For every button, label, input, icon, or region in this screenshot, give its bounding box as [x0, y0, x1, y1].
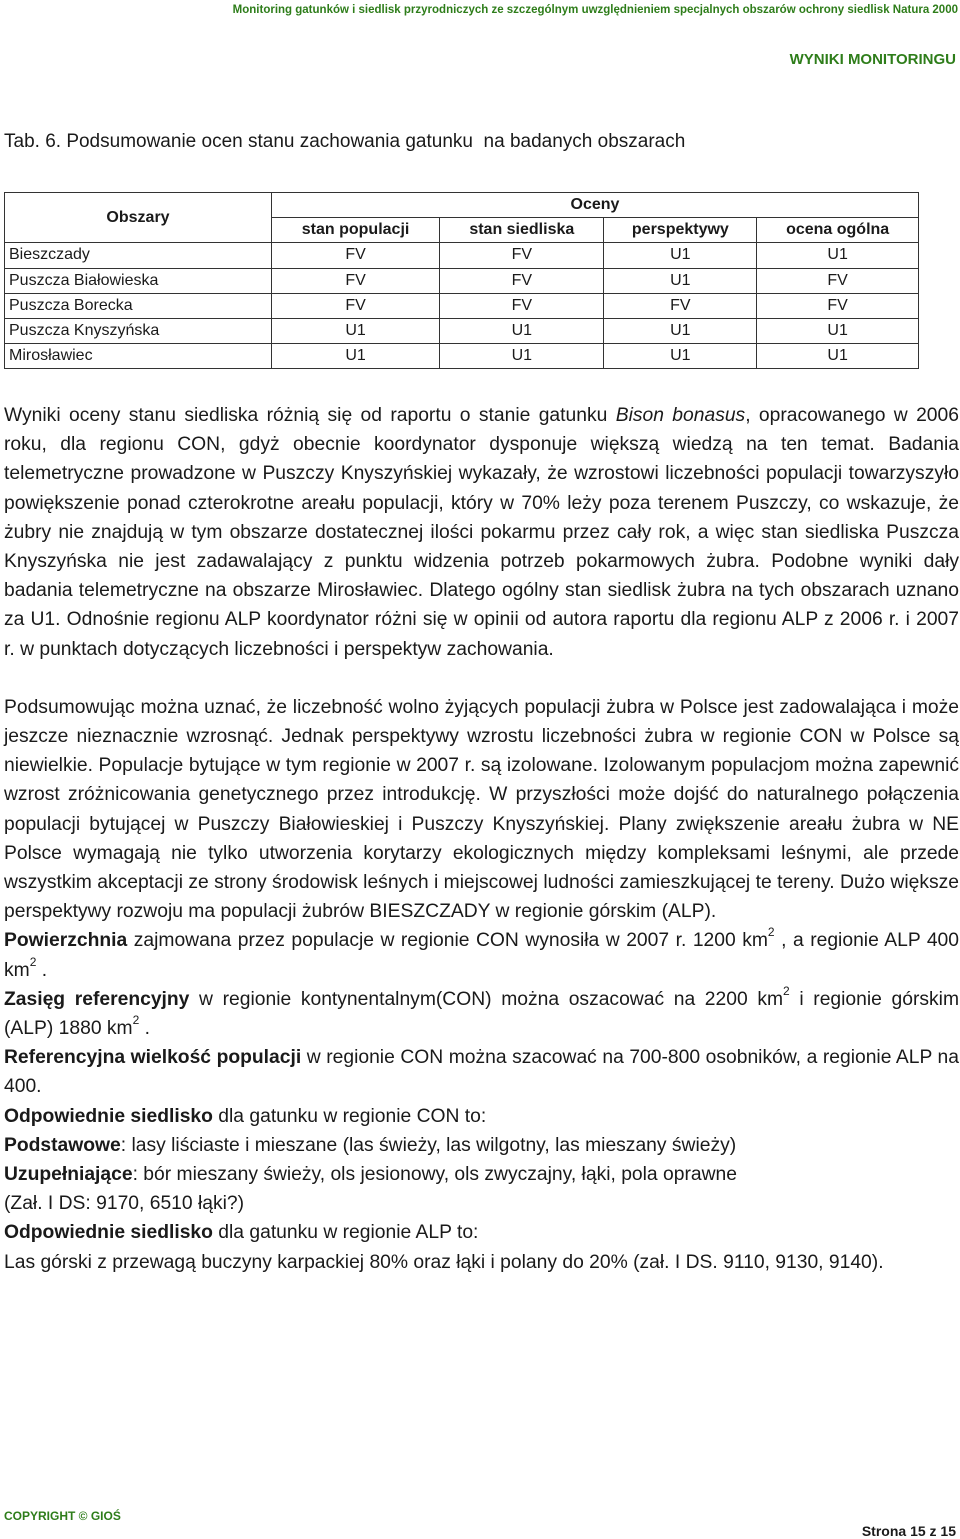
habitat-alp-label: Odpowiednie siedlisko: [4, 1222, 213, 1244]
table-row: [5, 293, 919, 318]
subcol-habitat: stan siedliska: [440, 218, 604, 243]
page-number: Strona 15 z 15: [861, 1523, 956, 1539]
area-label: Powierzchnia: [4, 930, 128, 952]
population-size-label: Referencyjna wielkość populacji: [4, 1047, 302, 1069]
range-paragraph: Zasięg referencyjny w regionie kontynentalnym(CON) można oszacować na 2200 $km^2$ i regionie górskim (ALP) 1880 $km^2$ .: [4, 983, 959, 1040]
rating-cell: U1: [440, 344, 604, 369]
rating-cell: U1: [440, 318, 604, 343]
area-cell: Puszcza Borecka: [5, 293, 272, 318]
rating-cell: U1: [604, 243, 757, 268]
footer-copyright: COPYRIGHT © GIOŚ: [4, 1509, 121, 1523]
species-name: Bison bonasus: [615, 405, 746, 426]
rating-cell: FV: [440, 243, 604, 268]
rating-cell: U1: [604, 268, 757, 293]
rating-cell: U1: [757, 243, 919, 268]
rating-cell: FV: [757, 293, 919, 318]
table-row: [5, 344, 919, 369]
rating-cell: FV: [440, 268, 604, 293]
supplementary-habitat-line: Uzupełniające: bór mieszany świeży, ols jesionowy, ols zwyczajny, łąki, pola oprawne: [4, 1164, 737, 1186]
col-areas-header: Obszary: [5, 193, 272, 243]
table-row: [5, 243, 919, 268]
rating-cell: FV: [440, 293, 604, 318]
alp-habitat-text: Las górski z przewagą buczyny karpackiej 80% oraz łąki i polany do 20% (zał. I DS. 9110, 9130, 9140).: [4, 1251, 884, 1273]
rating-cell: U1: [272, 344, 440, 369]
habitat-alp-heading: Odpowiednie siedlisko dla gatunku w regionie ALP to:: [4, 1222, 479, 1244]
population-size-paragraph: Referencyjna wielkość populacji w regionie CON można szacować na 700-800 osobników, a regionie ALP na 400.: [4, 1047, 959, 1098]
supplementary-label: Uzupełniające: [4, 1164, 133, 1186]
subcol-overall: ocena ogólna: [757, 218, 919, 243]
annex-con-line: (Zał. I DS: 9170, 6510 łąki?): [4, 1193, 245, 1215]
area-cell: Puszcza Białowieska: [5, 268, 272, 293]
assessment-paragraph: Wyniki oceny stanu siedliska różnią się od raportu o stanie gatunku Bison bonasus, opracowanego w 2006 roku, dla regionu CON, gdyż obecnie koordynator dysponuje większą wiedzą na ten temat. Badania telemetryczne prowadzone w Puszczy Knyszyńskiej wykazały, że wzrostowi liczebności populacji towarzyszyło powiększenie ponad czterokrotne areału populacji, który w 70% leży poza terenem Puszczy, co wskazuje, że żubry nie znajdują w tym obszarze dostatecznej ilości pokarmu przez cały rok, a więc stan siedliska Puszcza Knyszyńska nie jest zadawalający z punktu widzenia potrzeb pokarmowych żubra. Podobne wyniki dały badania telemetryczne na obszarze Mirosławiec. Dlatego ogólny stan siedlisk żubra na tych obszarach uznano za U1. Odnośnie regionu ALP koordynator różni się w opinii od autora raportu dla regionu ALP z 2006 r. i 2007 r. w punktach dotyczących liczebności i perspektyw zachowania.: [4, 405, 959, 660]
rating-cell: U1: [604, 318, 757, 343]
rating-cell: U1: [757, 344, 919, 369]
table-header-row: [5, 193, 919, 218]
rating-cell: FV: [757, 268, 919, 293]
table-row: [5, 318, 919, 343]
habitat-con-heading: Odpowiednie siedlisko dla gatunku w regionie CON to:: [4, 1105, 487, 1127]
rating-cell: U1: [604, 344, 757, 369]
col-ratings-header: Oceny: [272, 193, 919, 218]
ratings-table: [4, 192, 919, 369]
project-header: Monitoring gatunków i siedlisk przyrodniczych ze szczególnym uwzględnieniem specjalnych obszarów ochrony siedlisk Natura 2000: [232, 4, 958, 16]
subcol-population: stan populacji: [272, 218, 440, 243]
range-label: Zasięg referencyjny: [4, 988, 190, 1010]
rating-cell: U1: [272, 318, 440, 343]
area-cell: Puszcza Knyszyńska: [5, 318, 272, 343]
habitat-con-label: Odpowiednie siedlisko: [4, 1105, 213, 1127]
area-paragraph: Powierzchnia zajmowana przez populacje w regionie CON wynosiła w 2007 r. 1200 $km^2$ , a regionie ALP 400 $km^2$ .: [4, 925, 960, 981]
rating-cell: U1: [757, 318, 919, 343]
rating-cell: FV: [604, 293, 757, 318]
rating-cell: FV: [272, 243, 440, 268]
rating-cell: FV: [272, 268, 440, 293]
table-title: Tab. 6. Podsumowanie ocen stanu zachowania gatunku na badanych obszarach: [4, 131, 686, 152]
rating-cell: FV: [272, 293, 440, 318]
area-cell: Mirosławiec: [5, 344, 272, 369]
section-header: WYNIKI MONITORINGU: [789, 51, 956, 68]
area-cell: Bieszczady: [5, 243, 272, 268]
subcol-prospects: perspektywy: [604, 218, 757, 243]
basic-label: Podstawowe: [4, 1134, 121, 1156]
table-row: [5, 268, 919, 293]
body-text: [4, 401, 959, 1277]
basic-habitat-line: Podstawowe: lasy liściaste i mieszane (las świeży, las wilgotny, las mieszany świeży): [4, 1134, 737, 1156]
summary-paragraph: Podsumowując można uznać, że liczebność wolno żyjących populacji żubra w Polsce jest zadowalająca i może jeszcze nieznacznie wzrosnąć. Jednak perspektywy wzrostu liczebności żubra w regionie CON w Polsce są niewielkie. Populacje bytujące w tym regionie w 2007 r. są izolowane. Izolowanym populacjom można zapewnić wzrost zróżnicowania genetycznego przez introdukcję. W przyszłości może dojść do naturalnego połączenia populacji bytującej w Puszczy Białowieskiej i Puszczy Knyszyńskiej. Plany zwiększenie areału żubra w NE Polsce wymagają nie tylko utworzenia korytarzy ekologicznych między kompleksami leśnymi, ale przede wszystkim akceptacji ze strony środowisk leśnych i miejscowej ludności zamieszkującej te tereny. Dużo większe perspektywy rozwoju ma populacji żubrów BIESZCZADY w regionie górskim (ALP).: [4, 696, 959, 923]
